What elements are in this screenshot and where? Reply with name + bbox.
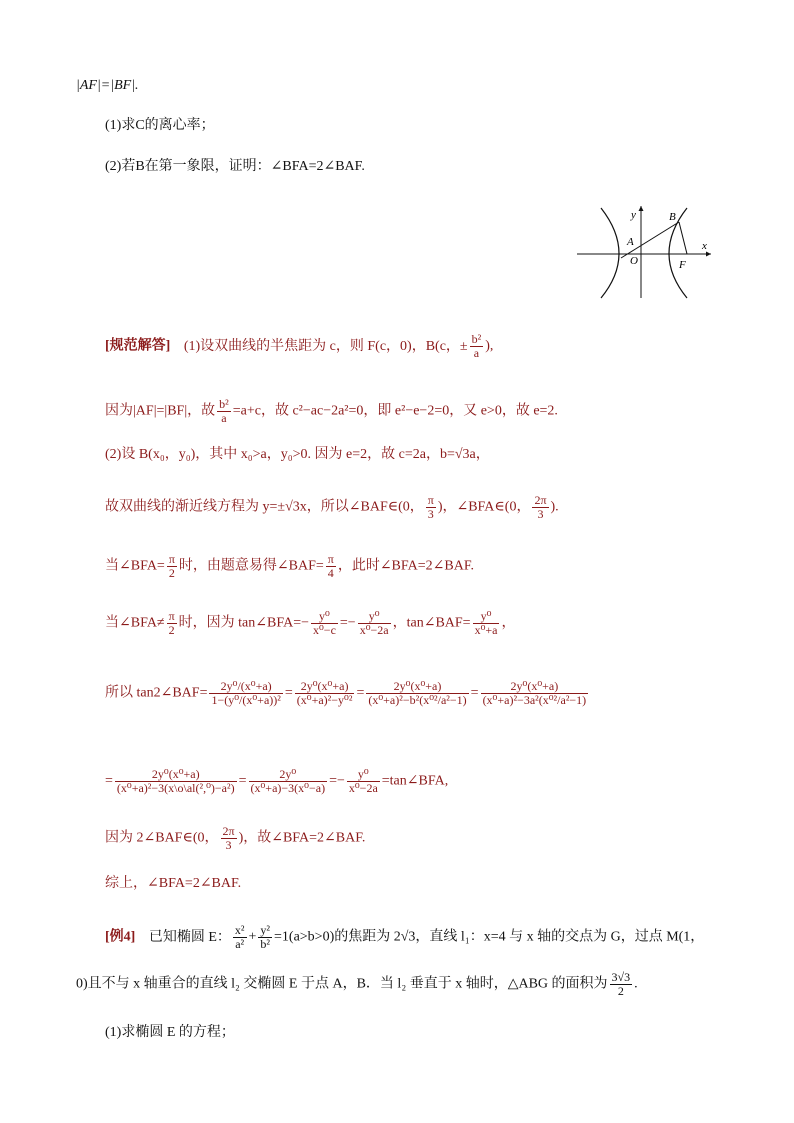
- example-4-line-1: [例4] 已知椭圆 E： $\frac{\text{x²}}{\text{a²}}$ + $\frac{\text{y²}}{\text{b²}}$ =1(a>b>0)的焦距为 2√3，直线 l₁：x=4 与 x 轴的交点为 G，过点 M(1，: [105, 923, 705, 951]
- solution-line-5: 当∠BFA= $\frac{\pi}{2}$ 时，由题意易得∠BAF= $\frac{\pi}{4}$ ，此时∠BFA=2∠BAF.: [105, 552, 474, 580]
- question-1: (1)求C的离心率；: [105, 118, 215, 133]
- hyperbola-figure: [575, 200, 715, 300]
- line-af-bf: |AF|=|BF|.: [76, 78, 139, 93]
- solution-line-2: 因为|AF|=|BF|，故 $\frac{\text{b²}}{a}$ =a+c，故 c²−ac−2a²=0，即 e²−e−2=0，又 e>0，故 e=2.: [105, 397, 558, 425]
- label-F: F: [679, 259, 686, 271]
- solution-line-9: 因为 2∠BAF∈(0， $\frac{2\pi}{3}$ )，故∠BFA=2∠BAF.: [105, 824, 366, 852]
- solution-line-8: = $\frac{\text{2y⁰(x⁰+a)}}{\text{(x⁰+a)²−3(x\textbackslash{}o\textbackslash{}al(²,⁰)−a²)}}$ = $\frac{\text{2y⁰}}{\text{(x⁰+a)−3(x⁰−a)}}$ =− $\frac{\text{y⁰}}{\text{x⁰−2a}}$ =tan∠BFA,: [105, 767, 449, 795]
- question-2: (2)若B在第一象限，证明：∠BFA=2∠BAF.: [105, 159, 365, 174]
- label-O: O: [630, 255, 638, 267]
- label-x: x: [702, 240, 707, 252]
- solution-line-6: 当∠BFA≠ $\frac{\pi}{2}$ 时，因为 tan∠BFA=− $\frac{\text{y⁰}}{\text{x⁰−c}}$ =− $\frac{\text{y⁰}}{\text{x⁰−2a}}$ ，tan∠BAF= $\frac{\text{y⁰}}{\text{x⁰+a}}$ ，: [105, 609, 516, 637]
- solution-line-7: 所以 tan2∠BAF= $\frac{\text{2y⁰/(x⁰+a)}}{\text{1−(y⁰/(x⁰+a))²}}$ = $\frac{\text{2y⁰(x⁰+a)}}{\text{(x⁰+a)²−y⁰²}}$ = $\frac{\text{2y⁰(x⁰+a)}}{\text{(x⁰+a)²−b²(x⁰²/a²−1)}}$ = $\frac{\text{2y⁰(x⁰+a)}}{\text{(x⁰+a)²−3a²(x⁰²/a²−1)}}$: [105, 679, 587, 707]
- hyperbola-diagram: [575, 200, 715, 300]
- example-4-question-1: (1)求椭圆 E 的方程；: [105, 1025, 235, 1040]
- solution-line-3: (2)设 B(x₀，y₀)，其中 x₀>a，y₀>0. 因为 e=2，故 c=2a，b=√3a，: [105, 447, 490, 462]
- solution-tag: [规范解答]: [105, 338, 171, 354]
- solution-line-4: 故双曲线的渐近线方程为 y=±√3x，所以∠BAF∈(0， $\frac{\pi}{3}$ )，∠BFA∈(0， $\frac{2\pi}{3}$ ).: [105, 493, 559, 521]
- label-A: A: [627, 236, 634, 248]
- label-B: B: [669, 211, 676, 223]
- solution-summary: 综上，∠BFA=2∠BAF.: [105, 876, 242, 891]
- example-4-line-2: 0)且不与 x 轴重合的直线 l₂ 交椭圆 E 于点 A，B．当 l₂ 垂直于 x 轴时，△ABG 的面积为 $\frac{3√3}{2}$ .: [76, 970, 638, 998]
- label-y: y: [631, 209, 636, 221]
- solution-line-1: [规范解答] (1)设双曲线的半焦距为 c，则 F(c，0)，B(c，± $\frac{\text{b²}}{a}$ ),: [105, 332, 494, 360]
- example-4-tag: [例4]: [105, 929, 136, 945]
